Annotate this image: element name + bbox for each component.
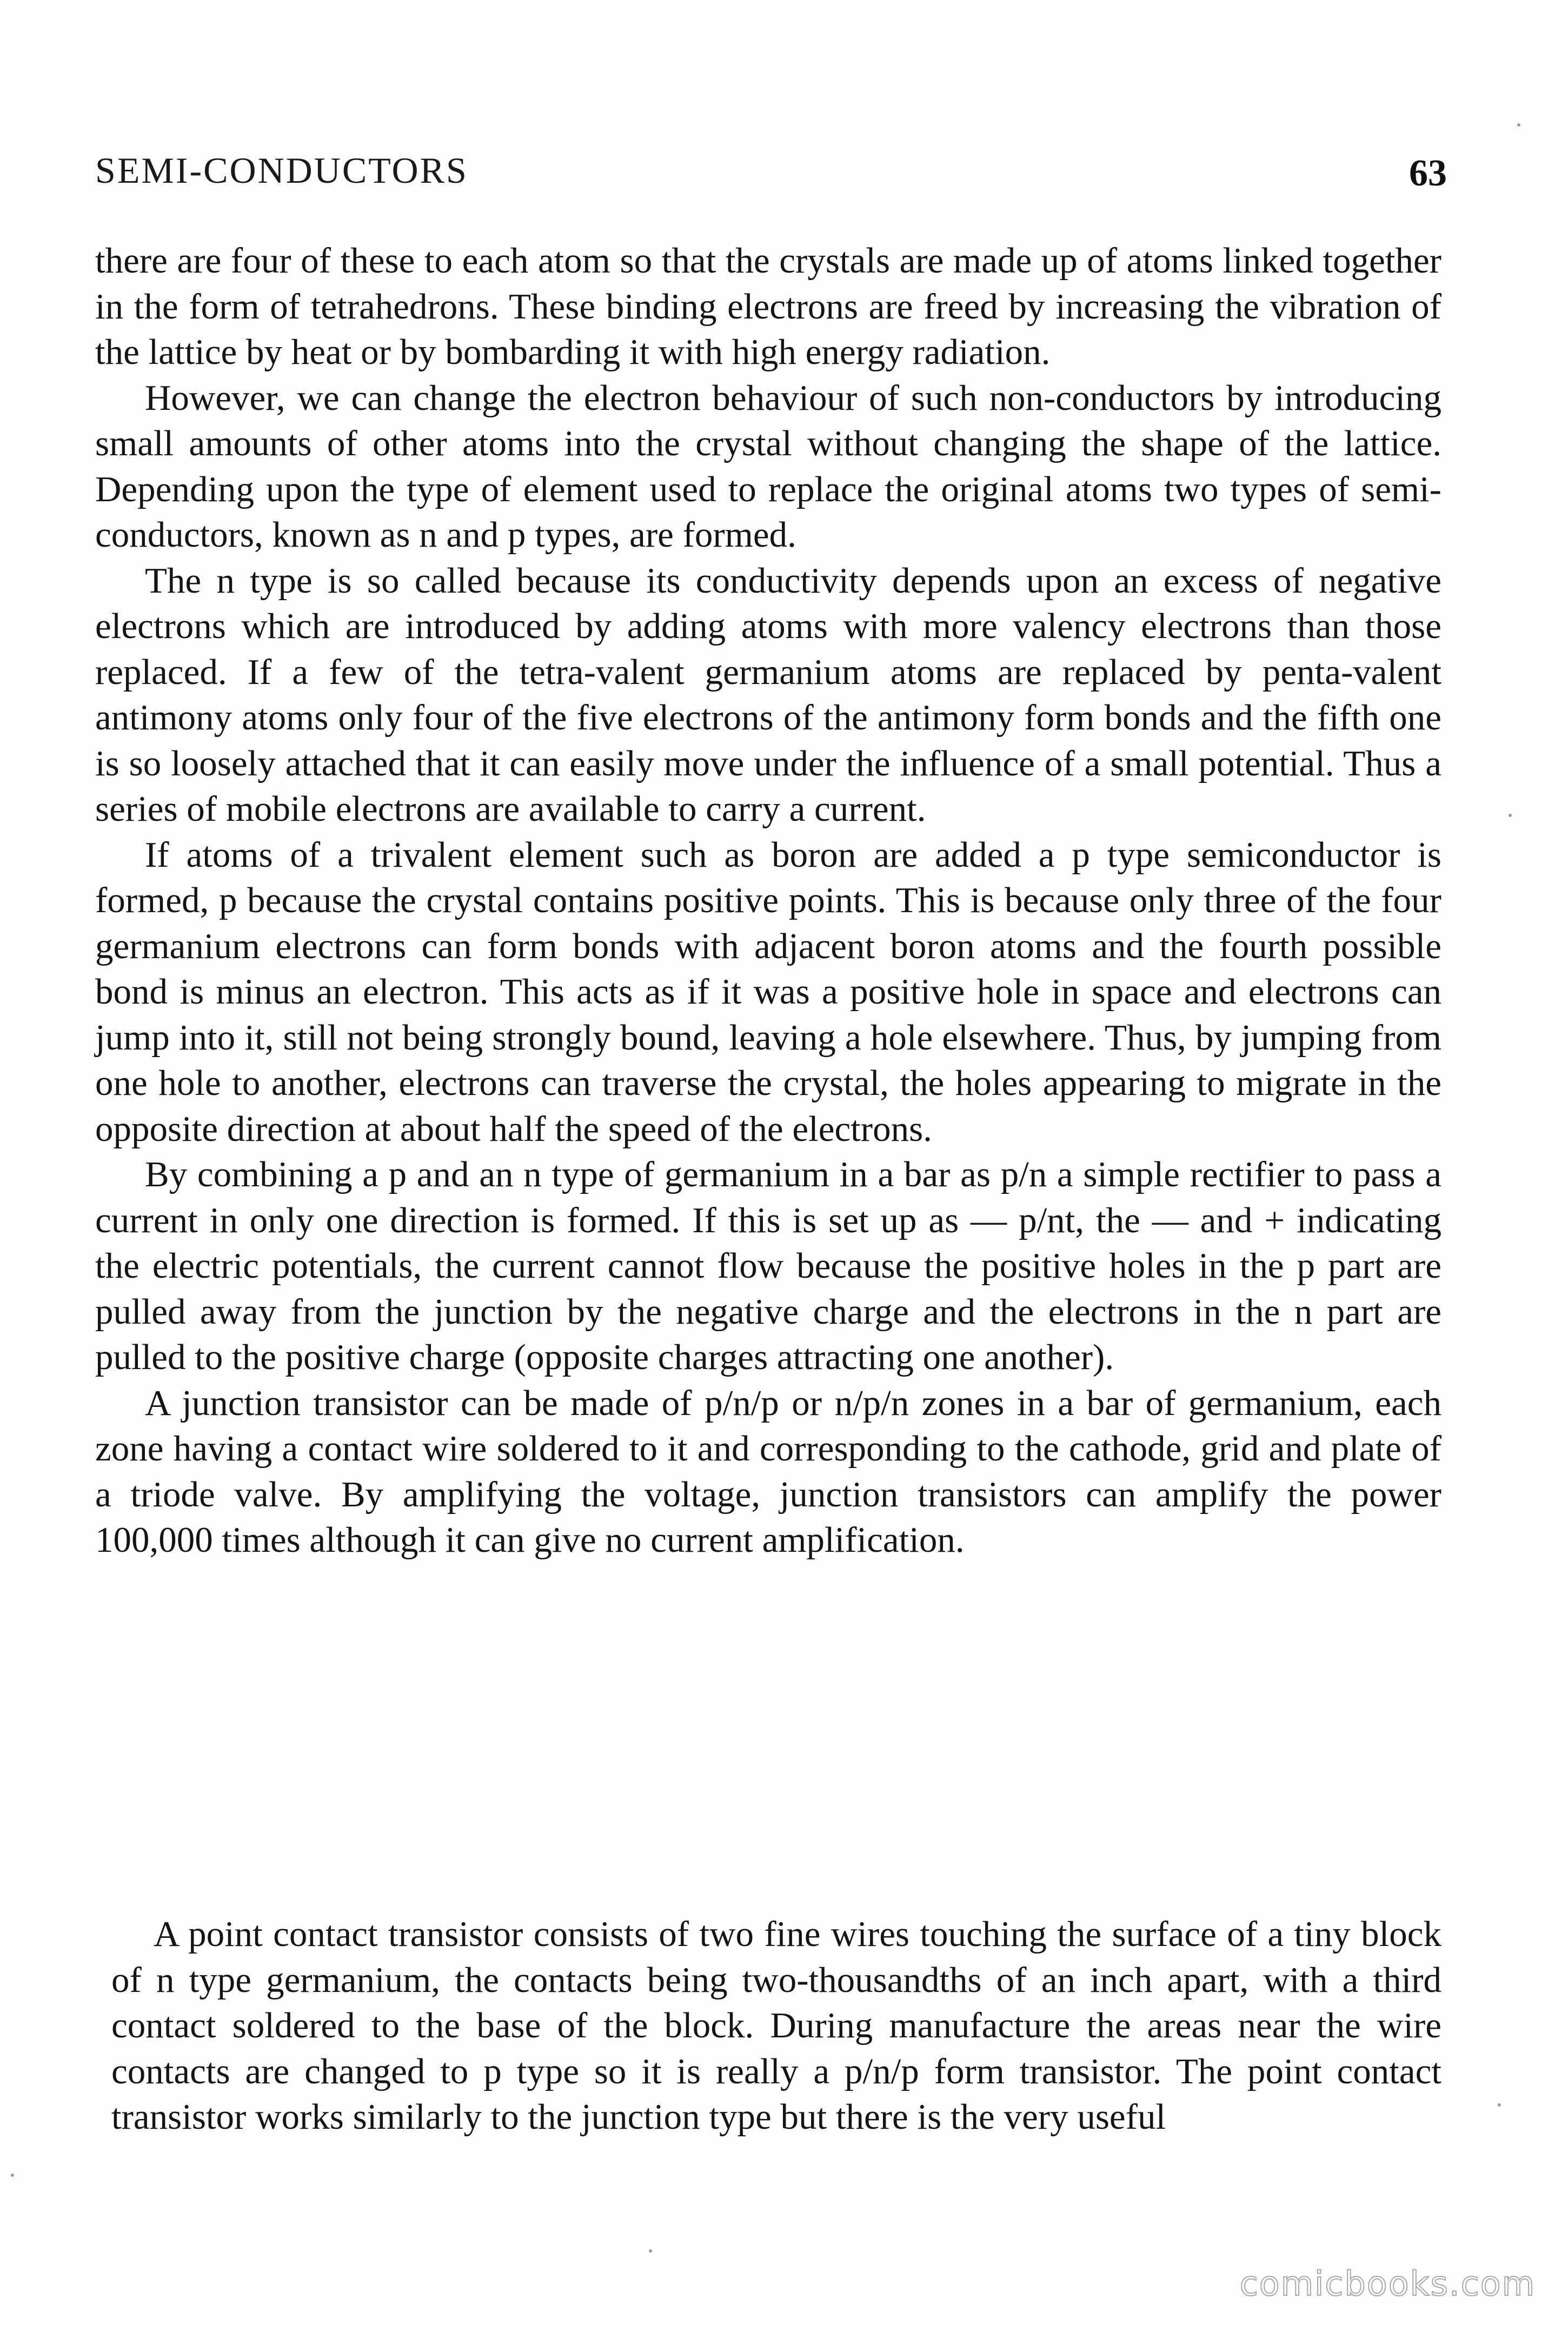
scan-speck <box>11 2174 14 2177</box>
page-number: 63 <box>1409 152 1447 194</box>
paragraph: The n type is so called because its conductivity depends upon an excess of negative electrons which are introduced by adding atoms with more valency electrons than those replaced. If a few of the tetra-valent germanium atoms are replaced by penta-valent antimony atoms only four of the five electrons of the antimony form bonds and the fifth one is so loosely attached that it can easily move under the influence of a small potential. Thus a series of mobile electrons are available to carry a current. <box>95 560 1441 829</box>
paragraph: A junction transistor can be made of p/n/p or n/p/n zones in a bar of germanium, each zone having a contact wire soldered to it and corresponding to the cathode, grid and plate of a triode valve. By amplifying the voltage, junction transistors can amplify the power 100,000 times although it can give no current amplification. <box>95 1383 1441 1560</box>
paragraph-continued: there are four of these to each atom so that the crystals are made up of atoms linked together in the form of tetrahedrons. These binding electrons are freed by increasing the vibration of the lattice by heat or by bombarding it with high energy radiation. <box>95 241 1441 372</box>
scan-speck <box>1498 2103 1501 2107</box>
section-two <box>111 1911 1441 2140</box>
scan-speck <box>649 2249 652 2253</box>
paragraph: A point contact transistor consists of two fine wires touching the surface of a tiny block of n type germanium, the contacts being two-thousandths of an inch apart, with a third contact soldered to the base of the block. During manufacture the areas near the wire contacts are changed to p type so it is really a p/n/p form transistor. The point contact transistor works similarly to the junction type but there is the very useful <box>111 1914 1441 2137</box>
running-head <box>95 146 1447 195</box>
paragraph: By combining a p and an n type of germanium in a bar as p/n a simple rectifier to pass a current in only one direction is formed. If this is set up as — p/nt, the — and + indicating the electric potentials, the current cannot flow because the positive holes in the p part are pulled away from the junction by the negative charge and the electrons in the n part are pulled to the positive charge (opposite charges attracting one another). <box>95 1154 1441 1377</box>
paragraph: However, we can change the electron behaviour of such non-conductors by introducing small amounts of other atoms into the crystal without changing the shape of the lattice. Depending upon the type of element used to replace the original atoms two types of semi-conductors, known as n and p types, are formed. <box>95 377 1441 555</box>
body-text <box>95 238 1441 1563</box>
running-title: SEMI-CONDUCTORS <box>95 150 468 191</box>
watermark-logo: comicbooks.com <box>1239 2264 1536 2303</box>
paragraph: If atoms of a trivalent element such as boron are added a p type semiconductor is formed, p because the crystal contains positive points. This is because only three of the four germanium electrons can form bonds with adjacent boron atoms and the fourth possible bond is minus an electron. This acts as if it was a positive hole in space and electrons can jump into it, still not being strongly bound, leaving a hole elsewhere. Thus, by jumping from one hole to another, electrons can traverse the crystal, the holes appearing to migrate in the opposite direction at about half the speed of the electrons. <box>95 834 1441 1149</box>
scan-speck <box>1517 123 1520 127</box>
scan-speck <box>1509 814 1512 817</box>
